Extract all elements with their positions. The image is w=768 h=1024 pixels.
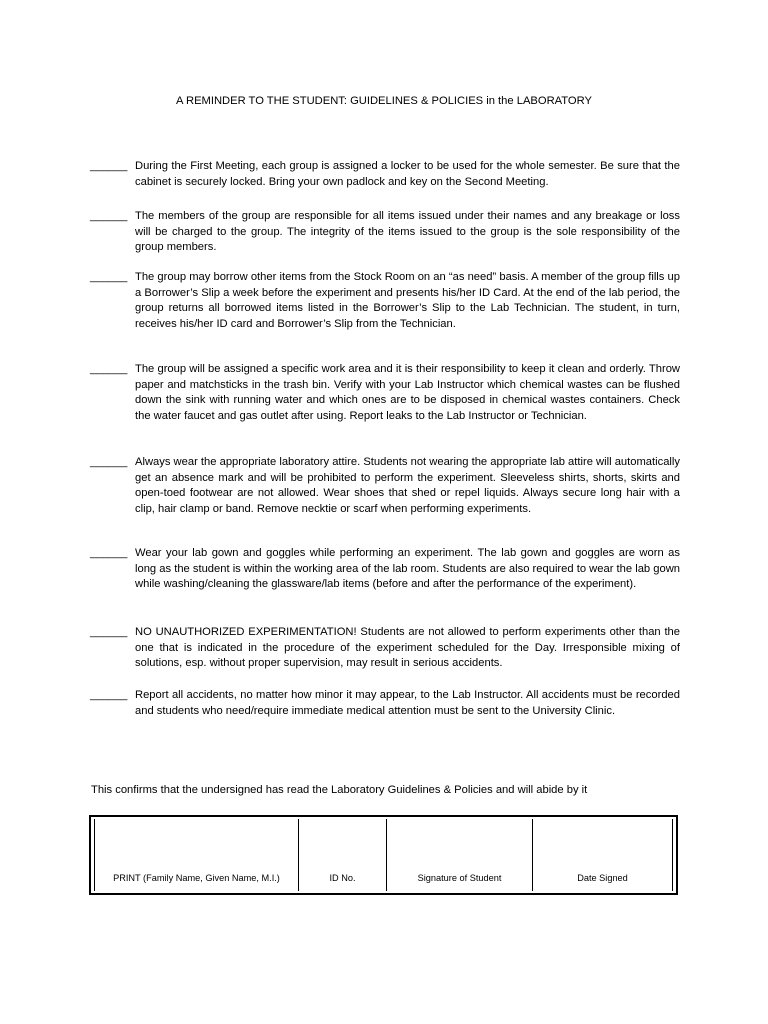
signature-cell[interactable] <box>387 819 533 891</box>
signature-table <box>89 815 678 895</box>
document-title: A REMINDER TO THE STUDENT: GUIDELINES & POLICIES in the LABORATORY <box>176 95 592 107</box>
guideline-item-work-area <box>90 362 680 424</box>
guideline-text: The group may borrow other items from the Stock Room on an “as need” basis. A member of the group fills up a Borrower’s Slip a week before the experiment and presents his/her ID Card. At the end of the lab period, the group returns all borrowed items listed in the Borrower’s Slip to the Lab Technician. The student, in turn, receives his/her ID card and Borrower’s Slip from the Technician. <box>135 271 680 330</box>
guideline-item-responsibility <box>90 209 680 256</box>
guideline-item-no-unauthorized <box>90 625 680 672</box>
guideline-text: Wear your lab gown and goggles while performing an experiment. The lab gown and goggles are worn as long as the student is within the working area of the lab room. Students are also required to wear the lab gown while washing/cleaning the glassware/lab items (before and after the performance of the experiment). <box>135 547 680 590</box>
id-number-label: ID No. <box>329 873 356 883</box>
guideline-text: Always wear the appropriate laboratory attire. Students not wearing the appropriate lab attire will automatically get an absence mark and will be prohibited to perform the experiment. Sleeveless shirts, shorts, skirts and open-toed footwear are not allowed. Wear shoes that shed or repel liquids. Always secure long hair with a clip, hair clamp or band. Remove necktie or scarf when performing experiments. <box>135 456 680 515</box>
initial-blank[interactable]: ______ <box>90 160 128 172</box>
print-name-cell[interactable] <box>95 819 299 891</box>
guideline-item-gown-goggles <box>90 546 680 593</box>
guideline-item-locker <box>90 159 680 190</box>
initial-blank[interactable]: ______ <box>90 456 128 468</box>
guideline-item-borrowing <box>90 270 680 332</box>
print-name-label: PRINT (Family Name, Given Name, M.I.) <box>113 873 280 883</box>
initial-blank[interactable]: ______ <box>90 547 128 559</box>
guideline-text: Report all accidents, no matter how minor it may appear, to the Lab Instructor. All accidents must be recorded and students who need/require immediate medical attention must be sent to the University Clinic. <box>135 689 680 717</box>
date-signed-cell[interactable] <box>533 819 672 891</box>
signature-label: Signature of Student <box>417 873 502 883</box>
guideline-item-accidents <box>90 688 680 719</box>
date-signed-label: Date Signed <box>577 873 628 883</box>
guideline-text: NO UNAUTHORIZED EXPERIMENTATION! Students are not allowed to perform experiments other than the one that is indicated in the procedure of the experiment scheduled for the Day. Irresponsible mixing of solutions, esp. without proper supervision, may result in serious accidents. <box>135 626 680 669</box>
guideline-text: During the First Meeting, each group is assigned a locker to be used for the whole semester. Be sure that the cabinet is securely locked. Bring your own padlock and key on the Second Meeting. <box>135 160 680 188</box>
initial-blank[interactable]: ______ <box>90 689 128 701</box>
initial-blank[interactable]: ______ <box>90 363 128 375</box>
signature-table-inner <box>94 819 673 891</box>
guideline-item-attire <box>90 455 680 517</box>
initial-blank[interactable]: ______ <box>90 210 128 222</box>
guideline-text: The group will be assigned a specific work area and it is their responsibility to keep it clean and orderly. Throw paper and matchsticks in the trash bin. Verify with your Lab Instructor which chemical wastes can be flushed down the sink with running water and which ones are to be disposed in chemical wastes containers. Check the water faucet and gas outlet after using. Report leaks to the Lab Instructor or Technician. <box>135 363 680 422</box>
initial-blank[interactable]: ______ <box>90 626 128 638</box>
initial-blank[interactable]: ______ <box>90 271 128 283</box>
guideline-text: The members of the group are responsible for all items issued under their names and any breakage or loss will be charged to the group. The integrity of the items issued to the group is the sole responsibility of the group members. <box>135 210 680 253</box>
confirmation-statement: This confirms that the undersigned has read the Laboratory Guidelines & Policies and will abide by it <box>91 784 588 796</box>
id-number-cell[interactable] <box>299 819 387 891</box>
